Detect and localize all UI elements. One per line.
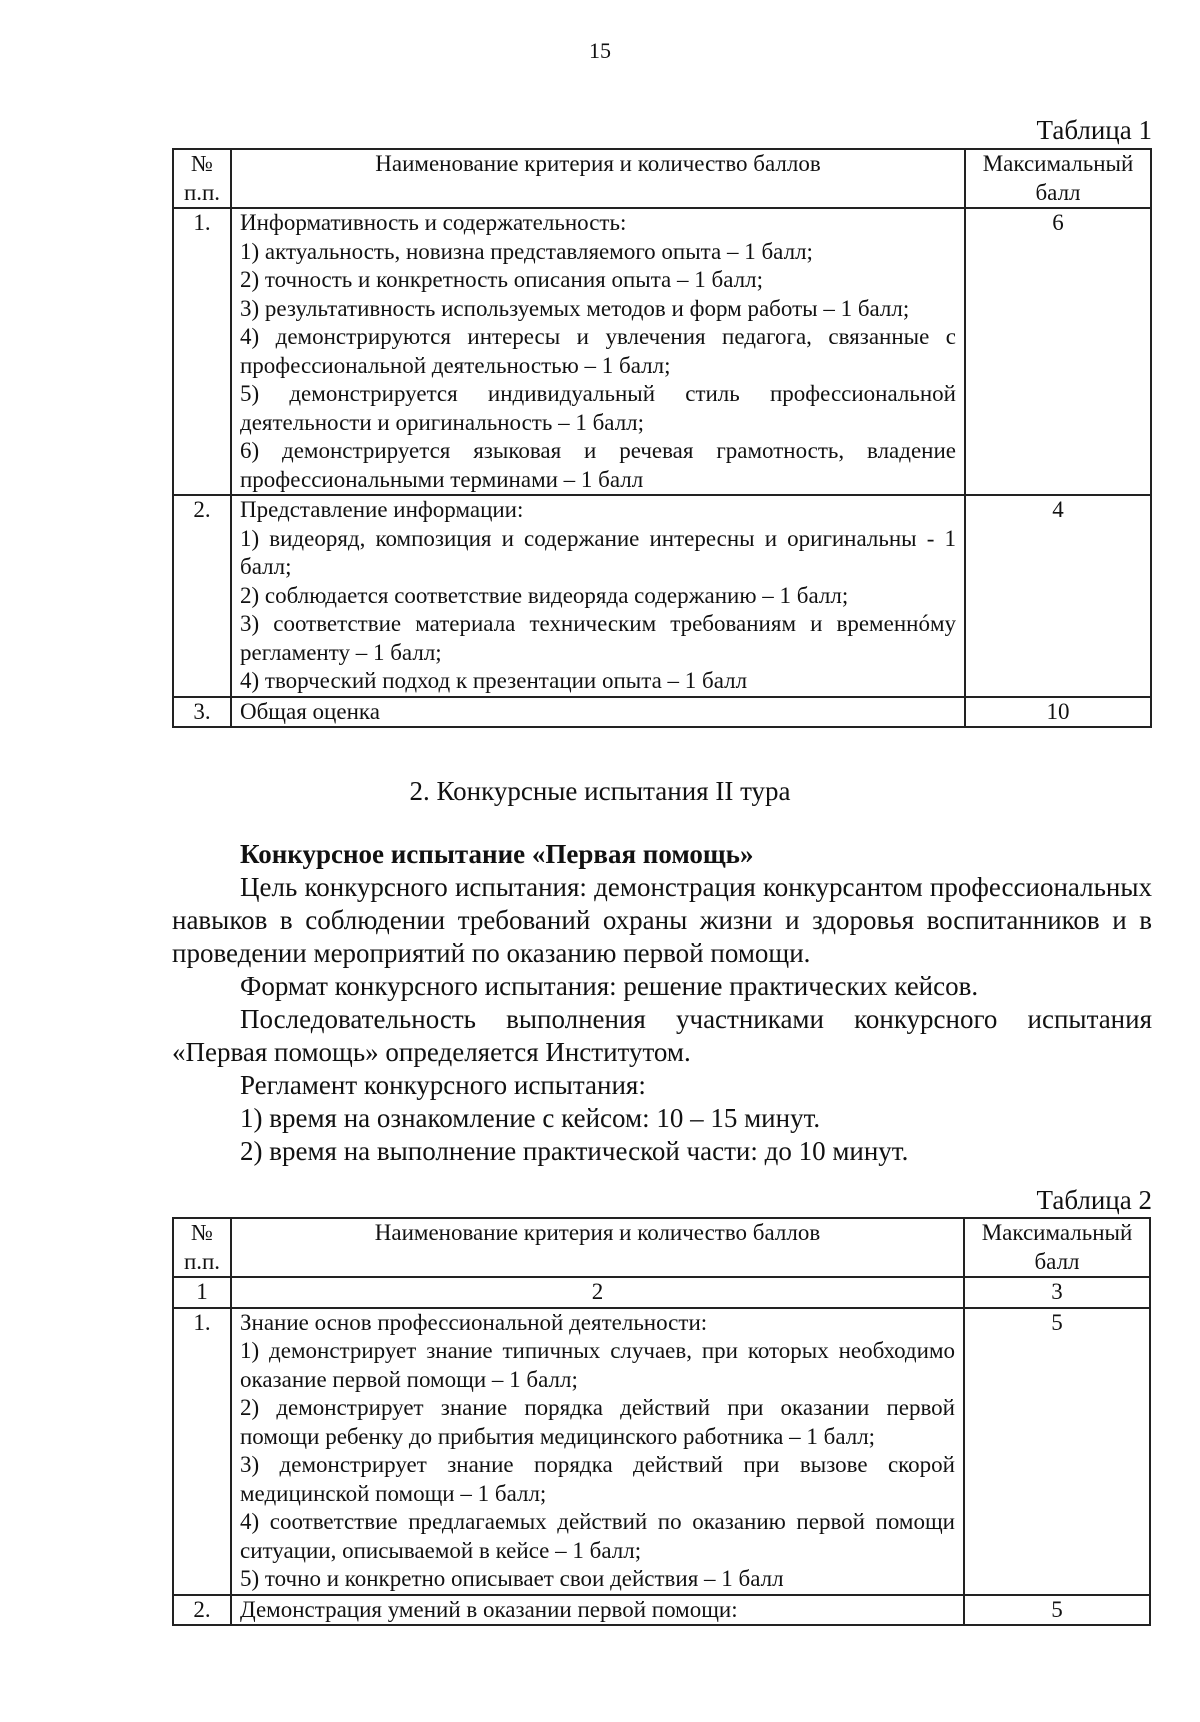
row-num: 1.: [173, 208, 231, 495]
column-number: 3: [964, 1277, 1150, 1308]
row-max: 5: [964, 1595, 1150, 1626]
row-num: 3.: [173, 697, 231, 728]
row-max: 4: [965, 495, 1151, 697]
header-criterion: Наименование критерия и количество баллов: [231, 1218, 964, 1277]
criterion-item: 2) демонстрирует знание порядка действий при оказании первой помощи ребенку до прибытия медицинского работника – 1 балл;: [240, 1395, 955, 1449]
criterion-item: 3) результативность используемых методов и форм работы – 1 балл;: [240, 295, 910, 321]
criterion-item: 1) актуальность, новизна представляемого опыта – 1 балл;: [240, 238, 813, 264]
table2-caption: Таблица 2: [1036, 1185, 1152, 1215]
criterion-item: 5) демонстрируется индивидуальный стиль профессиональной деятельности и оригинальность – 1 балл;: [240, 381, 956, 435]
table1-caption: Таблица 1: [1036, 115, 1152, 145]
row-criterion: [231, 208, 965, 495]
criteria-table-1: [172, 148, 1152, 728]
table-row: [173, 697, 1151, 728]
criterion-title: Представление информации:: [240, 497, 524, 522]
list-item: 2) время на выполнение практической части: до 10 минут.: [240, 1136, 909, 1166]
criterion-title: Знание основ профессиональной деятельности:: [240, 1309, 708, 1335]
table-row: [173, 1308, 1150, 1595]
column-number: 1: [173, 1277, 231, 1308]
row-criterion: [231, 495, 965, 697]
table-row: [173, 495, 1151, 697]
table-row: [173, 208, 1151, 495]
paragraph-regulation: Регламент конкурсного испытания:: [240, 1070, 646, 1100]
row-max: 6: [965, 208, 1151, 495]
paragraph-format: Формат конкурсного испытания: решение практических кейсов.: [240, 971, 979, 1001]
list-item: 1) время на ознакомление с кейсом: 10 – 15 минут.: [240, 1103, 821, 1133]
criteria-table-2: [172, 1217, 1151, 1626]
criterion-item: 6) демонстрируется языковая и речевая грамотность, владение профессиональными терминами – 1 балл: [240, 438, 956, 492]
table-row: [173, 1595, 1150, 1626]
criterion-item: 5) точно и конкретно описывает свои действия – 1 балл: [240, 1566, 784, 1591]
section-title: 2. Конкурсные испытания II тура: [409, 776, 791, 806]
paragraph-goal: Цель конкурсного испытания: демонстрация конкурсантом профессиональных навыков в соблюдении требований охраны жизни и здоровья воспитанников и в проведении мероприятий по оказанию первой помощи.: [172, 872, 1152, 968]
column-number: 2: [231, 1277, 964, 1308]
criterion-item: 3) соответствие материала техническим требованиям и временнóму регламенту – 1 балл;: [240, 611, 956, 665]
table-header-row: [173, 1218, 1150, 1277]
header-num: № п.п.: [173, 1218, 231, 1277]
criterion-item: 1) демонстрирует знание типичных случаев, при которых необходимо оказание первой помощи – 1 балл;: [240, 1338, 955, 1392]
criterion-item: 3) демонстрирует знание порядка действий при вызове скорой медицинской помощи – 1 балл;: [240, 1452, 955, 1506]
header-criterion: Наименование критерия и количество баллов: [231, 149, 965, 208]
header-num: № п.п.: [173, 149, 231, 208]
row-num: 2.: [173, 1595, 231, 1626]
criterion-item: 2) соблюдается соответствие видеоряда содержанию – 1 балл;: [240, 582, 849, 608]
criterion-item: 4) творческий подход к презентации опыта – 1 балл: [240, 668, 748, 693]
body-text: [172, 838, 1152, 1168]
page-number: 15: [589, 38, 611, 63]
criterion-item: 4) соответствие предлагаемых действий по оказанию первой помощи ситуации, описываемой в кейсе – 1 балл;: [240, 1509, 955, 1563]
column-number-row: [173, 1277, 1150, 1308]
row-num: 2.: [173, 495, 231, 697]
row-max: 10: [965, 697, 1151, 728]
subtitle: Конкурсное испытание «Первая помощь»: [240, 839, 754, 869]
table-header-row: [173, 149, 1151, 208]
paragraph-sequence: Последовательность выполнения участниками конкурсного испытания «Первая помощь» определяется Институтом.: [172, 1004, 1152, 1067]
header-max: Максимальный балл: [965, 149, 1151, 208]
criterion-item: 2) точность и конкретность описания опыта – 1 балл;: [240, 267, 763, 292]
criterion-item: 4) демонстрируются интересы и увлечения педагога, связанные с профессиональной деятельностью – 1 балл;: [240, 324, 956, 378]
row-criterion: Демонстрация умений в оказании первой помощи:: [231, 1595, 964, 1626]
row-max: 5: [964, 1308, 1150, 1595]
row-criterion: Общая оценка: [231, 697, 965, 728]
row-num: 1.: [173, 1308, 231, 1595]
criterion-item: 1) видеоряд, композиция и содержание интересны и оригинальны - 1 балл;: [240, 525, 956, 579]
criterion-title: Информативность и содержательность:: [240, 210, 627, 235]
row-criterion: [231, 1308, 964, 1595]
header-max: Максимальный балл: [964, 1218, 1150, 1277]
